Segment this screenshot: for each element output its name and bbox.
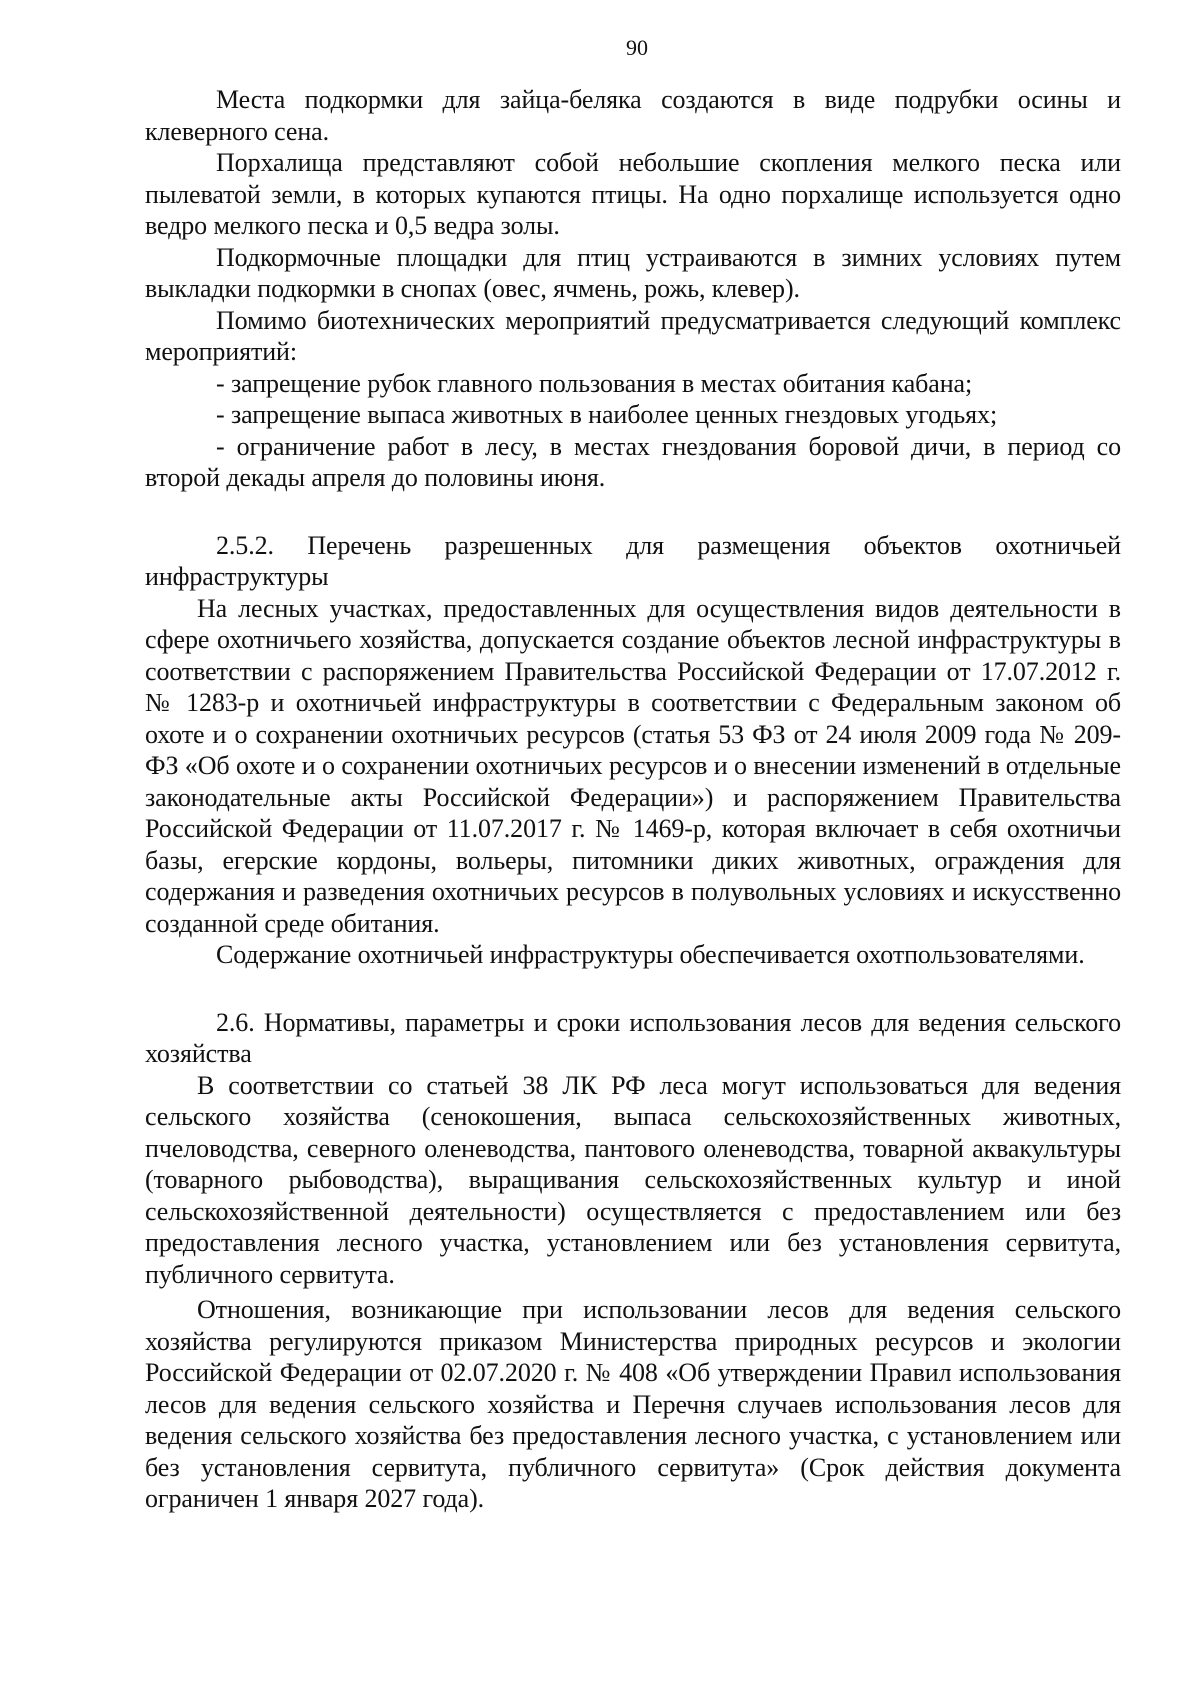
list-item-grazing-ban: - запрещение выпаса животных в наиболее ценных гнездовых угодьях; [216,400,998,429]
paragraph-dust-baths: Порхалища представляют собой небольшие скопления мелкого песка или пылеватой земли, в которых купаются птицы. На одно порхалище используется одно ведро мелкого песка и 0,5 ведра золы. [145,148,1121,240]
page-number: 90 [626,35,648,60]
list-item-logging-ban: - запрещение рубок главного пользования в местах обитания кабана; [216,368,973,398]
paragraph-measures-intro: Помимо биотехнических мероприятий предусматривается следующий комплекс мероприятий: [145,305,1121,366]
paragraph-bird-feeding: Подкормочные площадки для птиц устраиваются в зимних условиях путем выкладки подкормки в снопах (овес, ячмень, рожь, клевер). [145,242,1121,303]
section-heading-2-6: 2.6. Нормативы, параметры и сроки использования лесов для ведения сельского хозяйства [145,1007,1121,1068]
list-item-work-restriction: - ограничение работ в лесу, в местах гнездования боровой дичи, в период со второй декады апреля до половины июня. [145,431,1121,492]
paragraph-agriculture-use: В соответствии со статьей 38 ЛК РФ леса могут использоваться для ведения сельского хозяйства (сенокошения, выпаса сельскохозяйственных животных, пчеловодства, северного оленеводства, пантового оленеводства, товарной аквакультуры (товарного рыбоводства), выращивания сельскохозяйственных культур и иной сельскохозяйственной деятельности) осуществляется с предоставлением или без предоставления лесного участка, установлением или без установления сервитута, публичного сервитута. [145,1070,1121,1289]
paragraph-infrastructure-maintenance: Содержание охотничьей инфраструктуры обеспечивается охотпользователями. [216,940,1085,969]
paragraph-agriculture-regulation: Отношения, возникающие при использовании лесов для ведения сельского хозяйства регулируются приказом Министерства природных ресурсов и экологии Российской Федерации от 02.07.2020 г. № 408 «Об утверждении Правил использования лесов для ведения сельского хозяйства и Перечня случаев использования лесов для ведения сельского хозяйства без предоставления лесного участка, с установлением или без установления сервитута, публичного сервитута» (Срок действия документа ограничен 1 января 2027 года). [145,1295,1121,1513]
paragraph-hare-feeding: Места подкормки для зайца-беляка создаются в виде подрубки осины и клеверного сена. [145,85,1121,146]
section-heading-2-5-2: 2.5.2. Перечень разрешенных для размещения объектов охотничьей инфраструктуры [145,530,1121,591]
paragraph-hunting-infrastructure: На лесных участках, предоставленных для осуществления видов деятельности в сфере охотничьего хозяйства, допускается создание объектов лесной инфраструктуры в соответствии с распоряжением Правительства Российской Федерации от 17.07.2012 г. № 1283-р и охотничьей инфраструктуры в соответствии с Федеральным законом об охоте и о сохранении охотничьих ресурсов (статья 53 ФЗ от 24 июля 2009 года № 209-ФЗ «Об охоте и о сохранении охотничьих ресурсов и о внесении изменений в отдельные законодательные акты Российской Федерации») и распоряжением Правительства Российской Федерации от 11.07.2017 г. № 1469-р, которая включает в себя охотничьи базы, егерские кордоны, вольеры, питомники диких животных, ограждения для содержания и разведения охотничьих ресурсов в полувольных условиях и искусственно созданной среде обитания. [145,593,1121,938]
